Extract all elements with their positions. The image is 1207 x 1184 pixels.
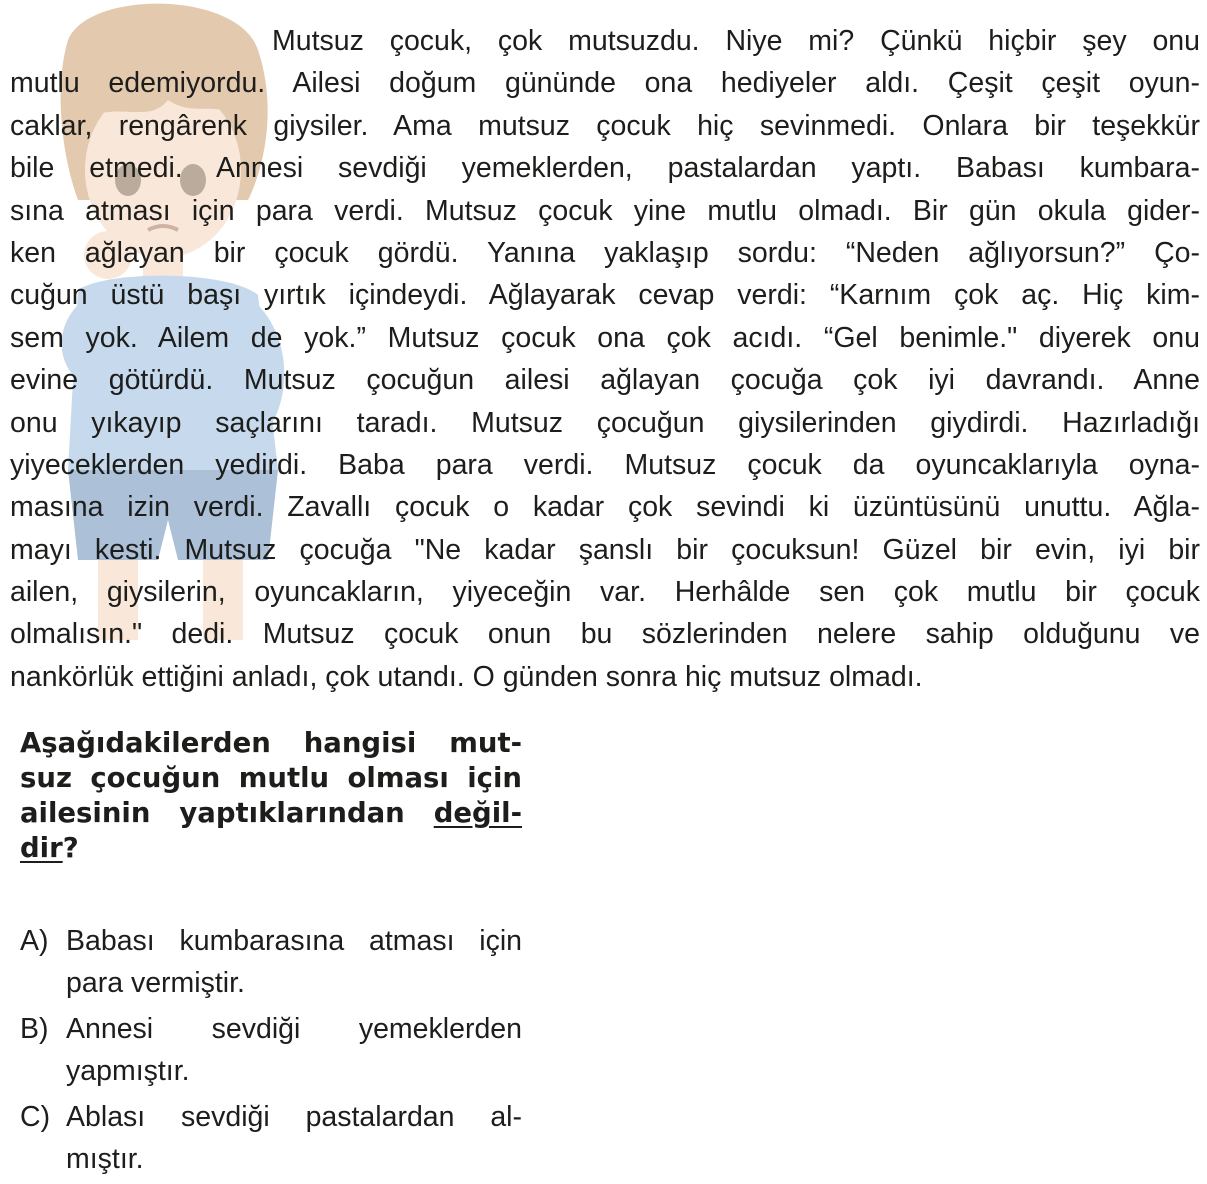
story-line: yiyeceklerden yedirdi. Baba para verdi. Mutsuz çocuk da oyuncaklarıyla oyna- <box>10 448 1200 481</box>
story-line: nankörlük ettiğini anladı, çok utandı. O günden sonra hiç mutsuz olmadı. <box>10 660 923 693</box>
story-line: cuğun üstü başı yırtık içindeydi. Ağlayarak cevap verdi: “Karnım çok aç. Hiç kim- <box>10 279 1200 312</box>
option-text: para vermiştir. <box>66 967 245 999</box>
option-text: yapmıştır. <box>66 1055 190 1087</box>
option-letter: A) <box>20 925 49 957</box>
question-line <box>20 796 522 831</box>
story-line: mayı kesti. Mutsuz çocuğa "Ne kadar şanslı bir çocuksun! Güzel bir evin, iyi bir <box>10 533 1200 566</box>
emphasis-underlined: dir <box>20 832 63 864</box>
story-line: sına atması için para verdi. Mutsuz çocuk yine mutlu olmadı. Bir gün okula gider- <box>10 194 1200 227</box>
option-text: Annesi sevdiği yemeklerden <box>66 1013 522 1045</box>
answer-options <box>20 920 522 1184</box>
question-mark: ? <box>62 832 79 864</box>
option-b[interactable] <box>20 1008 522 1092</box>
option-letter: B) <box>20 1013 49 1045</box>
option-a[interactable] <box>20 920 522 1004</box>
story-line: olmalısın." dedi. Mutsuz çocuk onun bu sözlerinden nelere sahip olduğunu ve <box>10 618 1200 651</box>
story-line: masına izin verdi. Zavallı çocuk o kadar çok sevindi ki üzüntüsünü unuttu. Ağla- <box>10 491 1200 524</box>
question-line: Aşağıdakilerden hangisi mut- <box>20 727 522 759</box>
story-line: caklar, rengârenk giysiler. Ama mutsuz çocuk hiç sevinmedi. Onlara bir teşekkür <box>10 109 1200 142</box>
question-stem <box>20 726 522 866</box>
option-text: mıştır. <box>66 1143 144 1175</box>
story-line: ailen, giysilerin, oyuncakların, yiyeceğin var. Herhâlde sen çok mutlu bir çocuk <box>10 576 1200 609</box>
story-line: evine götürdü. Mutsuz çocuğun ailesi ağlayan çocuğa çok iyi davrandı. Anne <box>10 364 1200 397</box>
option-letter: C) <box>20 1101 51 1133</box>
story-line: Mutsuz çocuk, çok mutsuzdu. Niye mi? Çünkü hiçbir şey onu <box>272 25 1200 57</box>
question-line: suz çocuğun mutlu olması için <box>20 762 522 794</box>
story-line: onu yıkayıp saçlarını taradı. Mutsuz çocuğun giysilerinden giydirdi. Hazırladığı <box>10 406 1200 439</box>
story-line: ken ağlayan bir çocuk gördü. Yanına yaklaşıp sordu: “Neden ağlıyorsun?” Ço- <box>10 236 1200 269</box>
story-line: bile etmedi. Annesi sevdiği yemeklerden, pastalardan yaptı. Babası kumbara- <box>10 152 1200 185</box>
option-c[interactable] <box>20 1096 522 1180</box>
option-text: Ablası sevdiği pastalardan al- <box>66 1101 522 1133</box>
story-text <box>10 20 1200 698</box>
question-text: ailesinin yaptıklarından <box>20 797 405 829</box>
option-text: Babası kumbarasına atması için <box>66 925 522 957</box>
emphasis-underlined: değil- <box>433 797 522 829</box>
story-line: mutlu edemiyordu. Ailesi doğum gününde ona hediyeler aldı. Çeşit çeşit oyun- <box>10 67 1200 100</box>
question-line <box>20 831 522 866</box>
story-line: sem yok. Ailem de yok.” Mutsuz çocuk ona çok acıdı. “Gel benimle." diyerek onu <box>10 321 1200 354</box>
